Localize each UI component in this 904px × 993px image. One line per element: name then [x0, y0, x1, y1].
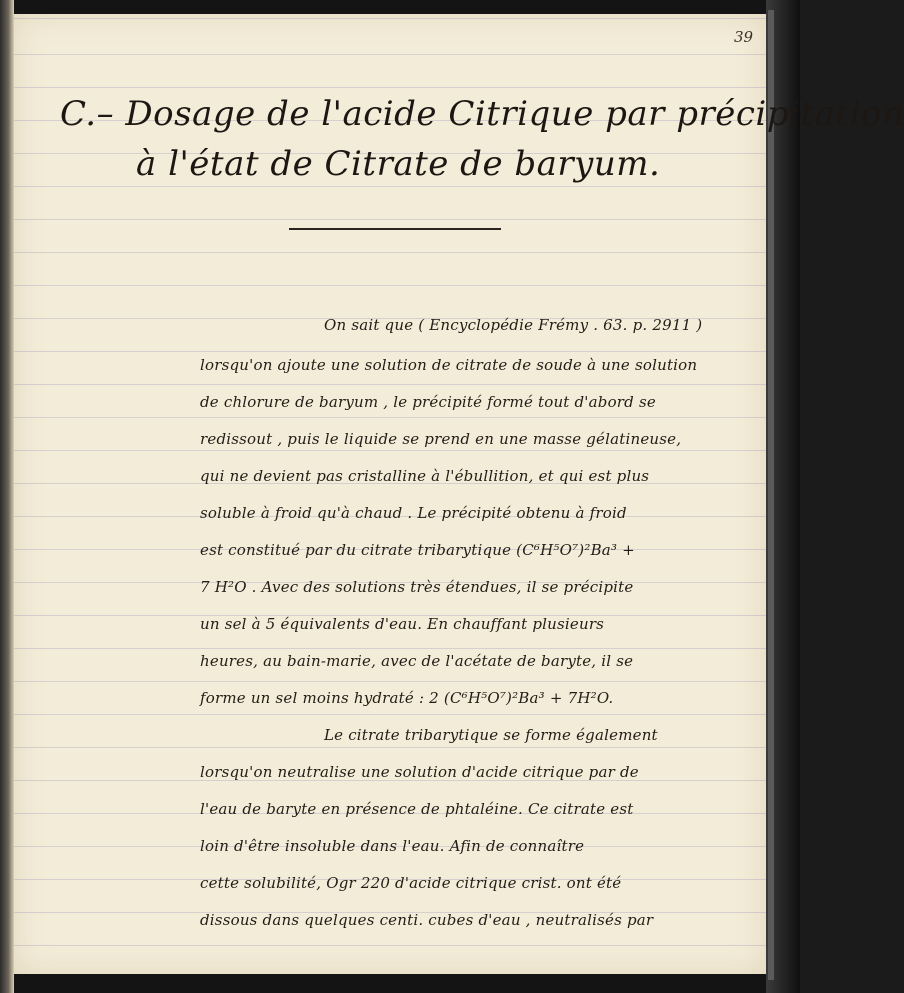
binding-left-edge	[0, 0, 14, 993]
body-line-10: heures, au bain-marie, avec de l'acétate de baryte, il se	[200, 652, 634, 670]
body-line-14: l'eau de baryte en présence de phtaléine. Ce citrate est	[200, 800, 634, 818]
body-line-16: cette solubilité, Ogr 220 d'acide citrique crist. ont été	[200, 874, 622, 892]
body-line-12: Le citrate tribarytique se forme également	[324, 726, 658, 744]
binding-spine-strip	[768, 10, 774, 980]
body-line-13: lorsqu'on neutralise une solution d'acide citrique par de	[200, 763, 639, 781]
body-line-6: soluble à froid qu'à chaud . Le précipité obtenu à froid	[200, 504, 627, 522]
body-line-8: 7 H²O . Avec des solutions très étendues, il se précipite	[200, 578, 634, 596]
body-line-9: un sel à 5 équivalents d'eau. En chauffant plusieurs	[200, 615, 605, 633]
body-line-15: loin d'être insoluble dans l'eau. Afin de connaître	[200, 837, 585, 855]
body-line-11: forme un sel moins hydraté : 2 (C⁶H⁵O⁷)²Ba³ + 7H²O.	[200, 689, 614, 707]
body-line-5: qui ne devient pas cristalline à l'ébullition, et qui est plus	[200, 467, 650, 485]
body-line-2: lorsqu'on ajoute une solution de citrate de soude à une solution	[200, 356, 698, 374]
body-line-3: de chlorure de baryum , le précipité formé tout d'abord se	[200, 393, 656, 411]
notebook-page	[14, 14, 904, 974]
title-underline-rule	[289, 228, 501, 230]
body-line-7: est constitué par du citrate tribarytique (C⁶H⁵O⁷)²Ba³ +	[200, 541, 635, 559]
body-line-1: On sait que ( Encyclopédie Frémy . 63. p. 2911 )	[324, 316, 703, 334]
page-number: 39	[734, 28, 754, 46]
document-title-line-2: à l'état de Citrate de baryum.	[136, 144, 661, 184]
body-line-4: redissout , puis le liquide se prend en une masse gélatineuse,	[200, 430, 682, 448]
document-title-line-1: C.– Dosage de l'acide Citrique par précipitation	[60, 94, 904, 134]
body-line-17: dissous dans quelques centi. cubes d'eau , neutralisés par	[200, 911, 654, 929]
